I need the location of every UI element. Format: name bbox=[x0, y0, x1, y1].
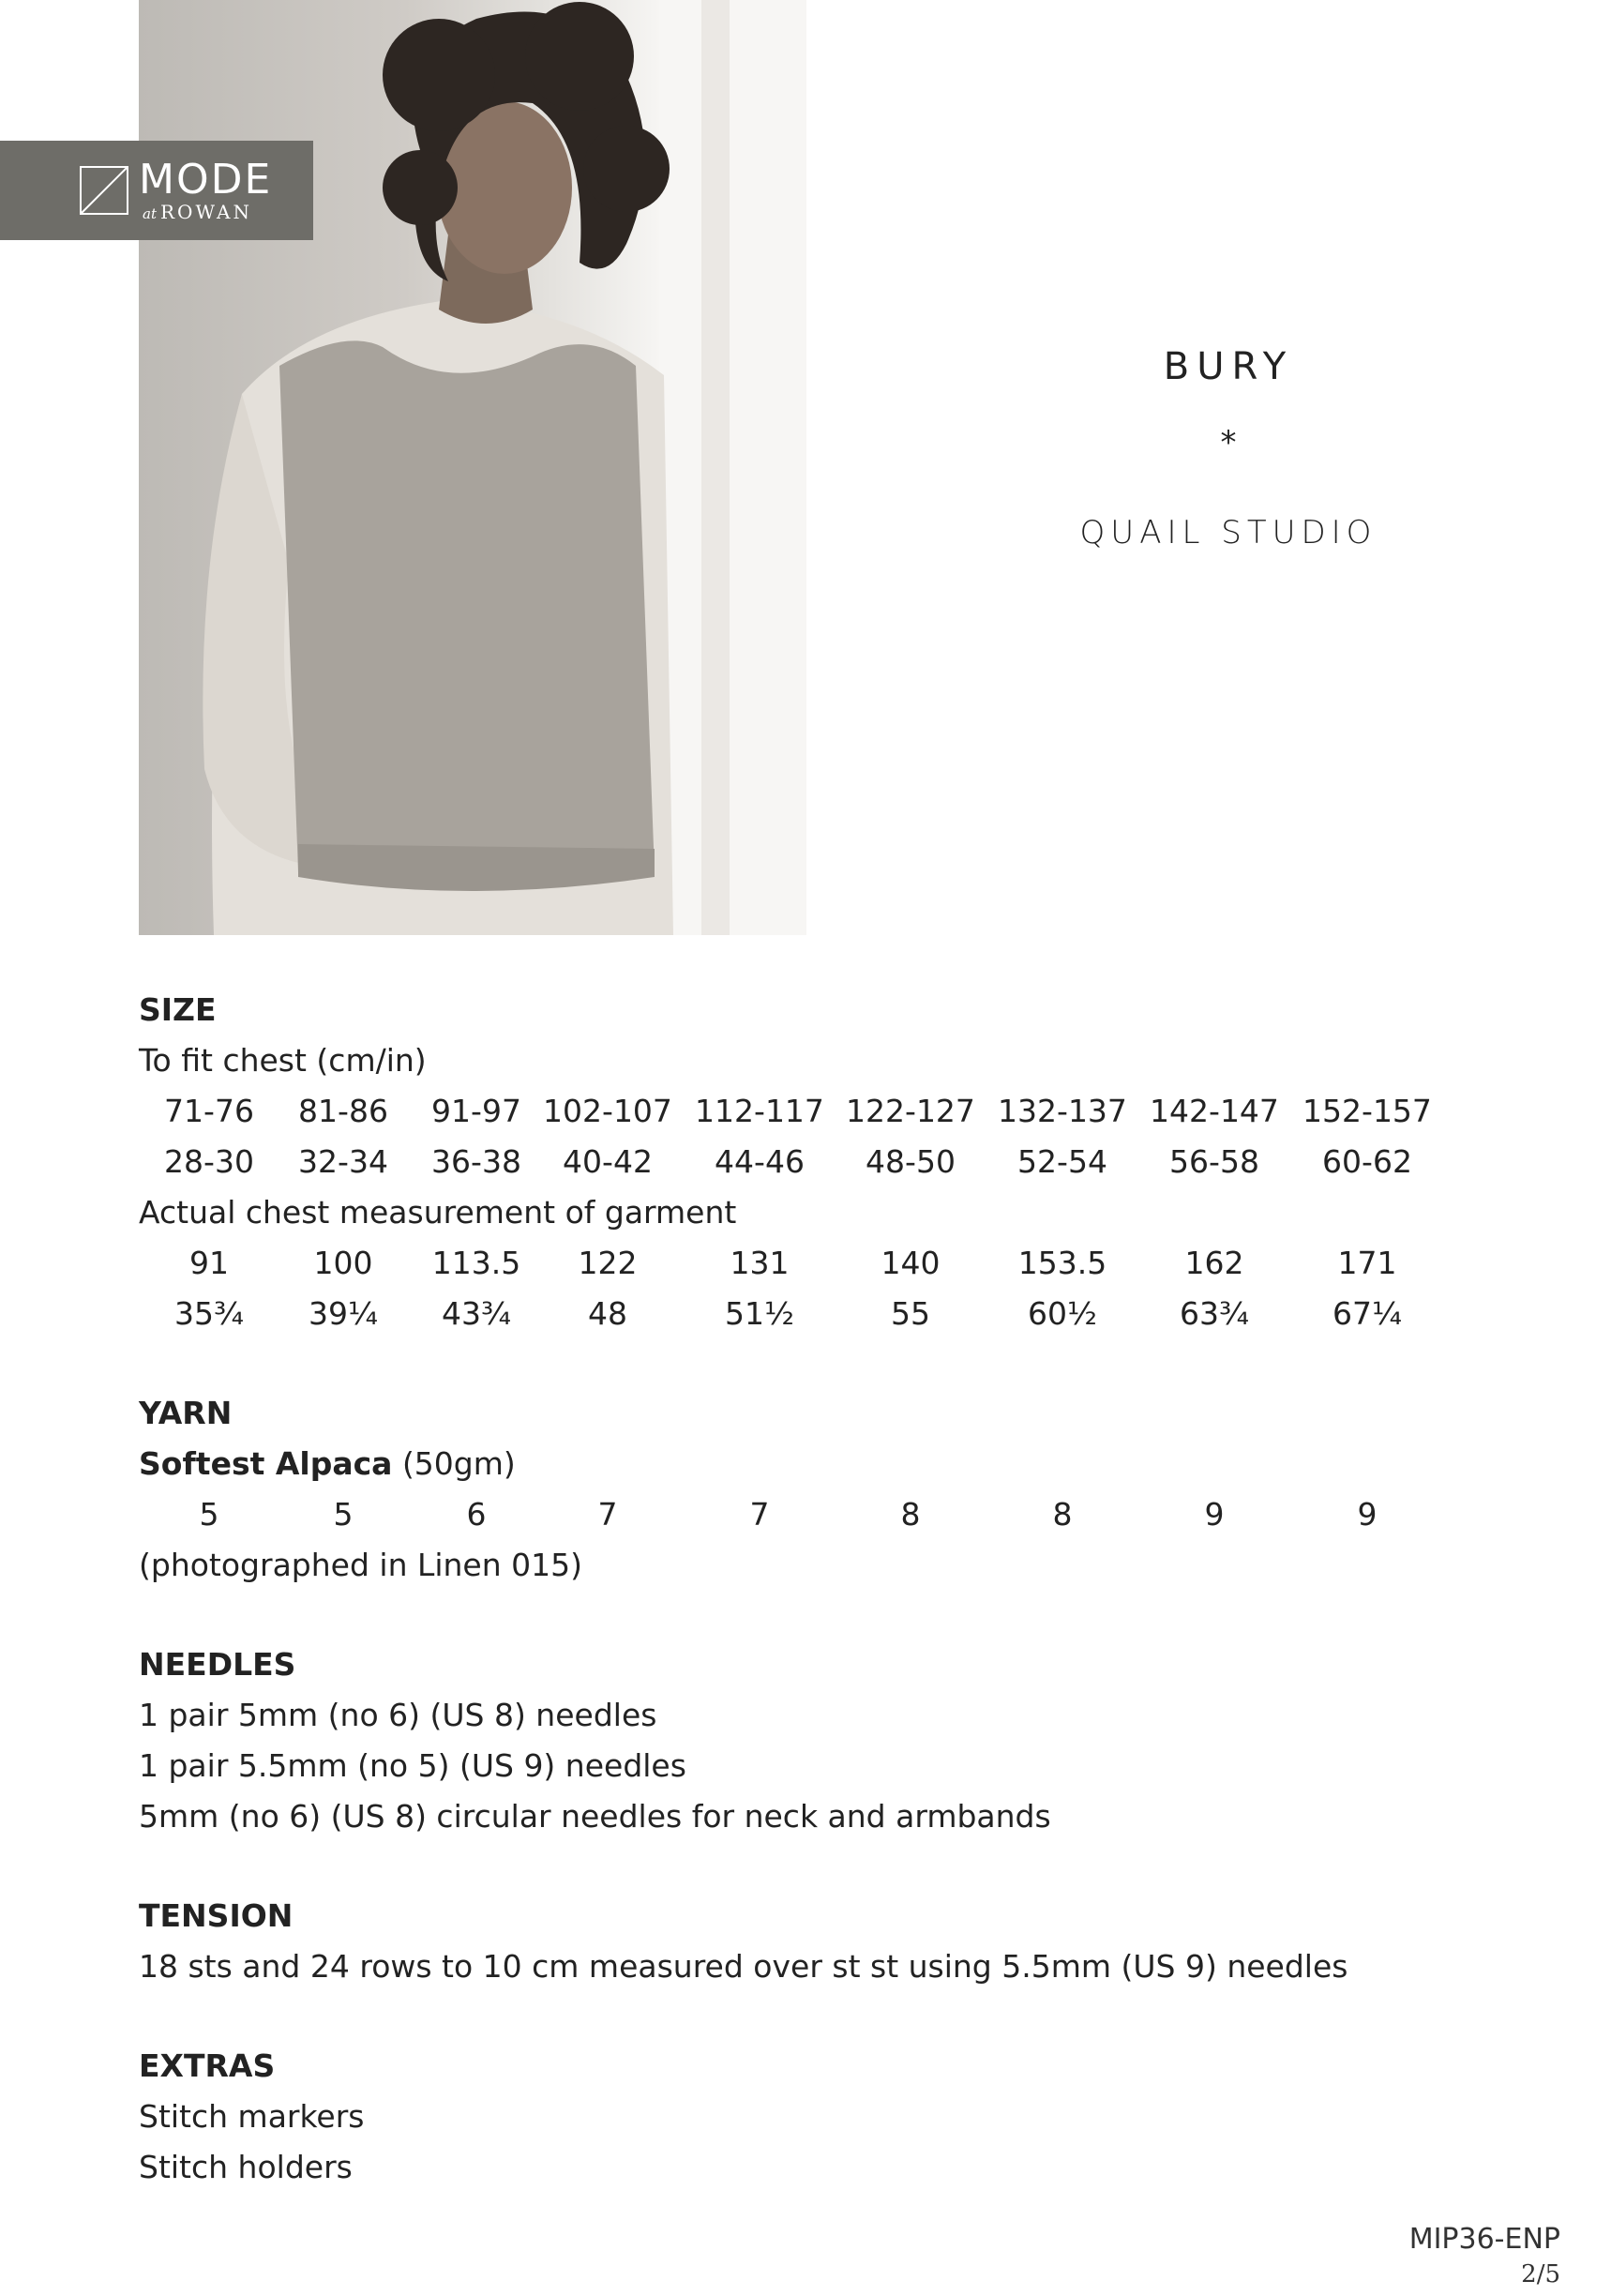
actual-label: Actual chest measurement of garment bbox=[139, 1194, 737, 1231]
table-cell: 102-107 bbox=[543, 1093, 672, 1129]
table-cell: 113.5 bbox=[431, 1245, 521, 1281]
yarn-line bbox=[139, 1439, 1489, 1489]
fit-label: To fit chest (cm/in) bbox=[139, 1042, 427, 1079]
table-cell: 32-34 bbox=[298, 1143, 388, 1180]
table-cell: 43¾ bbox=[442, 1295, 511, 1332]
needles-line: 5mm (no 6) (US 8) circular needles for neck and armbands bbox=[139, 1798, 1051, 1835]
table-cell: 8 bbox=[900, 1496, 921, 1533]
brand-logo bbox=[0, 141, 313, 240]
table-cell: 9 bbox=[1204, 1496, 1225, 1533]
designer-name: QUAIL STUDIO bbox=[1079, 514, 1378, 551]
table-cell: 7 bbox=[597, 1496, 618, 1533]
table-cell: 71-76 bbox=[164, 1093, 254, 1129]
actual-in-row bbox=[139, 1289, 1489, 1339]
tension-text: 18 sts and 24 rows to 10 cm measured over st st using 5.5mm (US 9) needles bbox=[139, 1948, 1348, 1985]
table-cell: 35¾ bbox=[174, 1295, 244, 1332]
table-cell: 6 bbox=[466, 1496, 487, 1533]
table-cell: 122 bbox=[578, 1245, 638, 1281]
extras-line: Stitch holders bbox=[139, 2149, 353, 2185]
needles-heading: NEEDLES bbox=[139, 1646, 296, 1683]
title-separator: * bbox=[1220, 424, 1237, 461]
table-cell: 132-137 bbox=[998, 1093, 1127, 1129]
fit-cm-row bbox=[139, 1086, 1489, 1137]
table-cell: 48 bbox=[588, 1295, 627, 1332]
yarn-heading: YARN bbox=[139, 1395, 233, 1431]
actual-cm-row bbox=[139, 1238, 1489, 1289]
logo-mark-icon bbox=[79, 165, 129, 216]
table-cell: 112-117 bbox=[695, 1093, 824, 1129]
table-cell: 91 bbox=[189, 1245, 229, 1281]
table-cell: 39¼ bbox=[309, 1295, 378, 1332]
table-cell: 91-97 bbox=[431, 1093, 521, 1129]
table-cell: 140 bbox=[881, 1245, 941, 1281]
table-cell: 100 bbox=[313, 1245, 373, 1281]
table-cell: 7 bbox=[749, 1496, 770, 1533]
table-cell: 162 bbox=[1184, 1245, 1244, 1281]
table-cell: 5 bbox=[333, 1496, 354, 1533]
table-cell: 60-62 bbox=[1322, 1143, 1412, 1180]
table-cell: 48-50 bbox=[866, 1143, 956, 1180]
table-cell: 9 bbox=[1357, 1496, 1378, 1533]
table-cell: 81-86 bbox=[298, 1093, 388, 1129]
tension-heading: TENSION bbox=[139, 1897, 294, 1934]
pattern-details bbox=[139, 985, 1489, 2193]
table-cell: 142-147 bbox=[1150, 1093, 1279, 1129]
table-cell: 28-30 bbox=[164, 1143, 254, 1180]
table-cell: 153.5 bbox=[1017, 1245, 1107, 1281]
yarn-quantities-row bbox=[139, 1489, 1489, 1540]
table-cell: 5 bbox=[199, 1496, 219, 1533]
table-cell: 131 bbox=[730, 1245, 790, 1281]
table-cell: 122-127 bbox=[846, 1093, 975, 1129]
table-cell: 152-157 bbox=[1302, 1093, 1432, 1129]
fit-in-row bbox=[139, 1137, 1489, 1187]
logo-sub-text: at ROWAN bbox=[143, 201, 252, 223]
table-cell: 56-58 bbox=[1169, 1143, 1259, 1180]
table-cell: 8 bbox=[1052, 1496, 1073, 1533]
table-cell: 67¼ bbox=[1332, 1295, 1402, 1332]
table-cell: 60½ bbox=[1028, 1295, 1097, 1332]
yarn-note: (photographed in Linen 015) bbox=[139, 1547, 583, 1583]
extras-heading: EXTRAS bbox=[139, 2047, 276, 2084]
table-cell: 55 bbox=[891, 1295, 930, 1332]
pattern-code: MIP36-ENP bbox=[1408, 2223, 1560, 2256]
logo-brand-text: MODE bbox=[139, 156, 273, 204]
extras-line: Stitch markers bbox=[139, 2098, 365, 2135]
table-cell: 40-42 bbox=[563, 1143, 653, 1180]
table-cell: 171 bbox=[1337, 1245, 1397, 1281]
page-number: 2/5 bbox=[1521, 2260, 1560, 2288]
yarn-name: Softest Alpaca bbox=[139, 1445, 393, 1482]
needles-line: 1 pair 5mm (no 6) (US 8) needles bbox=[139, 1697, 657, 1733]
table-cell: 36-38 bbox=[431, 1143, 521, 1180]
pattern-title: BURY bbox=[1163, 345, 1294, 388]
table-cell: 63¾ bbox=[1180, 1295, 1249, 1332]
yarn-weight: (50gm) bbox=[401, 1445, 516, 1482]
needles-line: 1 pair 5.5mm (no 5) (US 9) needles bbox=[139, 1747, 686, 1784]
table-cell: 51½ bbox=[725, 1295, 794, 1332]
table-cell: 44-46 bbox=[715, 1143, 805, 1180]
size-heading: SIZE bbox=[139, 991, 217, 1028]
table-cell: 52-54 bbox=[1017, 1143, 1107, 1180]
